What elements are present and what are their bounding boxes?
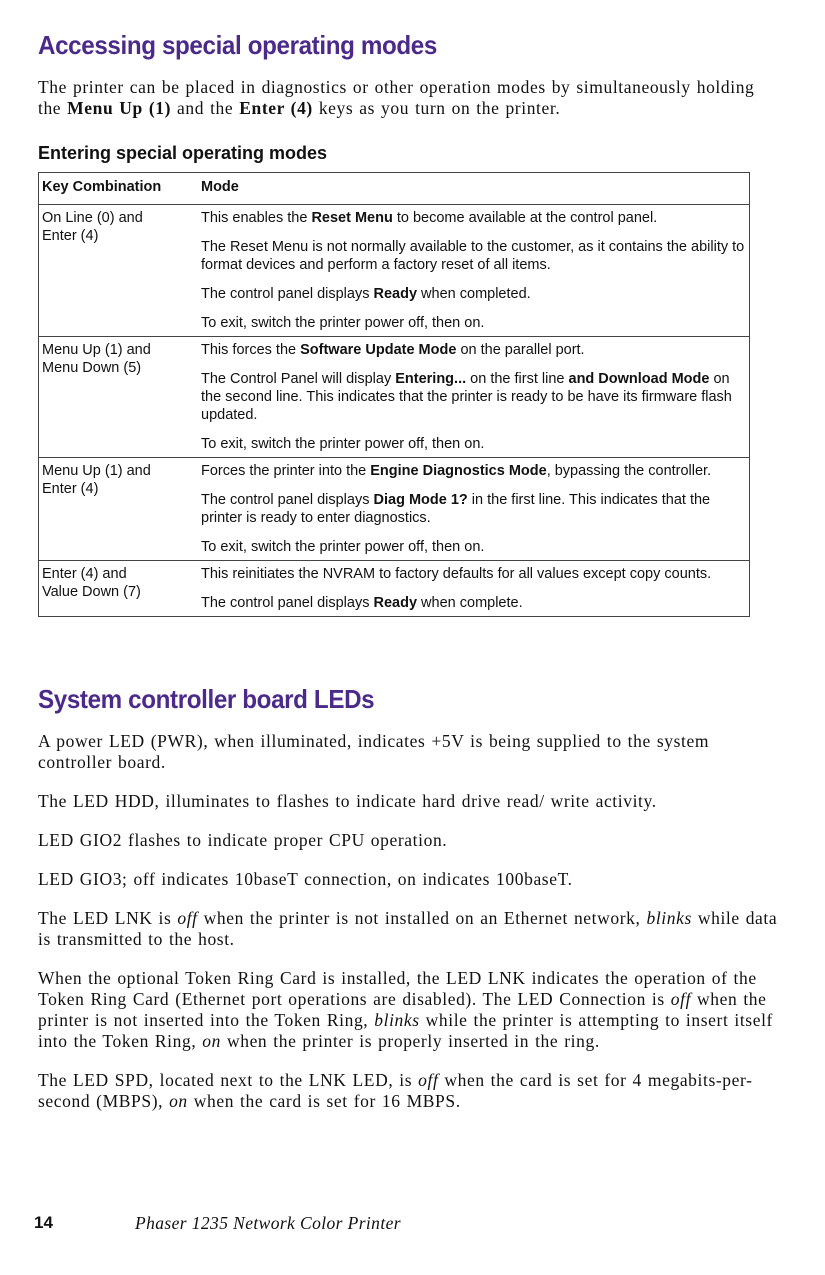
bold-text: Diag Mode 1? [373, 492, 468, 508]
led-paragraph [38, 830, 783, 851]
key-line: On Line (0) and [42, 210, 143, 226]
key-combination-cell [39, 337, 196, 458]
bold-text: Ready [373, 286, 418, 302]
mode-paragraph [201, 594, 746, 612]
text-run: This enables the [201, 210, 312, 226]
text-run: while the printer is attempting to insert itself into the Token Ring, [38, 1010, 773, 1051]
bold-text: and Download Mode [568, 371, 710, 387]
table-header-row [39, 173, 750, 205]
mode-paragraph [201, 285, 746, 303]
text-run: when complete. [417, 595, 523, 611]
bold-text: Reset Menu [311, 210, 393, 226]
section-title-special-modes: Accessing special operating modes [38, 30, 437, 60]
table-row [39, 337, 750, 458]
italic-text: off [670, 989, 692, 1009]
text-run: The control panel displays [201, 595, 374, 611]
text-run: The Control Panel will display [201, 371, 396, 387]
text-run: This reinitiates the NVRAM to factory defaults for all values except copy counts. [201, 566, 712, 582]
led-paragraph [38, 908, 783, 950]
header-mode: Mode [195, 173, 750, 205]
led-paragraph [38, 791, 783, 812]
modes-table [38, 172, 750, 617]
text-run: The control panel displays [201, 286, 374, 302]
text-run: The control panel displays [201, 492, 374, 508]
mode-cell [195, 337, 750, 458]
text-run: The LED LNK is [38, 908, 178, 928]
key-combination-cell [39, 205, 196, 337]
mode-paragraph [201, 462, 746, 480]
text-run: LED GIO2 flashes to indicate proper CPU operation. [38, 830, 448, 850]
text-run: The LED SPD, located next to the LNK LED, is [38, 1070, 419, 1090]
mode-paragraph [201, 538, 746, 556]
led-paragraph [38, 869, 783, 890]
leds-section [38, 731, 783, 1130]
table-row [39, 561, 750, 617]
text-run: To exit, switch the printer power off, then on. [201, 315, 485, 331]
text-run: LED GIO3; off indicates 10baseT connection, on indicates 100baseT. [38, 869, 573, 889]
key-line: Enter (4) [42, 481, 99, 497]
table-body [39, 205, 750, 617]
mode-paragraph [201, 238, 746, 274]
text-run: When the optional Token Ring Card is installed, the LED LNK indicates the operation of the Token Ring Card (Ethernet port operations are disabled). The LED Connection is [38, 968, 757, 1009]
italic-text: blinks [646, 908, 692, 928]
mode-paragraph [201, 491, 746, 527]
text-run: keys as you turn on the printer. [312, 98, 561, 118]
text-run: to become available at the control panel. [392, 210, 658, 226]
text-run: when the printer is properly inserted in the ring. [221, 1031, 600, 1051]
mode-cell [195, 205, 750, 337]
text-run: A power LED (PWR), when illuminated, indicates +5V is being supplied to the system controller board. [38, 731, 710, 772]
text-run: when completed. [417, 286, 531, 302]
italic-text: on [202, 1031, 221, 1051]
text-run: The printer can be placed in diagnostics or other operation modes by simultaneously holding the [38, 77, 755, 118]
key-line: Enter (4) [42, 228, 99, 244]
italic-text: blinks [374, 1010, 420, 1030]
table-caption: Entering special operating modes [38, 143, 328, 163]
mode-paragraph [201, 435, 746, 453]
bold-text: Engine Diagnostics Mode [370, 463, 547, 479]
bold-text: Ready [373, 595, 418, 611]
key-combination-cell [39, 561, 196, 617]
key-combination-cell [39, 458, 196, 561]
text-run: on the parallel port. [456, 342, 585, 358]
key-line: Menu Up (1) and [42, 463, 151, 479]
table-row [39, 205, 750, 337]
text-run: on the second line. This indicates that the printer is ready to be have its firmware flash updated. [201, 371, 732, 423]
led-paragraph [38, 1070, 783, 1112]
key-line: Value Down (7) [42, 584, 141, 600]
header-key-combination: Key Combination [39, 173, 196, 205]
text-run: when the card is set for 4 megabits-per-second (MBPS), [38, 1070, 753, 1111]
italic-text: off [177, 908, 198, 928]
text-run: in the first line. This indicates that the printer is ready to enter diagnostics. [201, 492, 711, 526]
text-run: The LED HDD, illuminates to flashes to indicate hard drive read/ write activity. [38, 791, 657, 811]
text-run: when the printer is not inserted into the Token Ring, [38, 989, 767, 1030]
led-paragraph [38, 968, 783, 1052]
text-run: on the first line [466, 371, 569, 387]
mode-paragraph [201, 565, 746, 583]
bold-text: Menu Up (1) [67, 98, 172, 118]
text-run: when the card is set for 16 MBPS. [187, 1091, 461, 1111]
key-line: Menu Down (5) [42, 360, 142, 376]
section-title-leds: System controller board LEDs [38, 684, 375, 714]
text-run: This forces the [201, 342, 301, 358]
text-run: To exit, switch the printer power off, then on. [201, 436, 485, 452]
text-run: Forces the printer into the [201, 463, 371, 479]
bold-text: Software Update Mode [300, 342, 457, 358]
mode-paragraph [201, 209, 746, 227]
page-number: 14 [34, 1213, 53, 1232]
text-run: while data is transmitted to the host. [38, 908, 778, 949]
text-run: The Reset Menu is not normally available to the customer, as it contains the ability to format devices and perform a factory reset of all items. [201, 239, 745, 273]
italic-text: on [169, 1091, 188, 1111]
intro-paragraph [38, 77, 783, 119]
mode-paragraph [201, 370, 746, 424]
mode-cell [195, 561, 750, 617]
key-line: Enter (4) and [42, 566, 127, 582]
text-run: and the [171, 98, 240, 118]
mode-paragraph [201, 341, 746, 359]
footer-title: Phaser 1235 Network Color Printer [135, 1213, 401, 1233]
key-line: Menu Up (1) and [42, 342, 151, 358]
led-paragraph [38, 731, 783, 773]
mode-paragraph [201, 314, 746, 332]
text-run: when the printer is not installed on an Ethernet network, [197, 908, 647, 928]
text-run: To exit, switch the printer power off, then on. [201, 539, 485, 555]
bold-text: Enter (4) [239, 98, 313, 118]
text-run: , bypassing the controller. [546, 463, 712, 479]
italic-text: off [418, 1070, 439, 1090]
bold-text: Entering... [395, 371, 467, 387]
mode-cell [195, 458, 750, 561]
table-row [39, 458, 750, 561]
